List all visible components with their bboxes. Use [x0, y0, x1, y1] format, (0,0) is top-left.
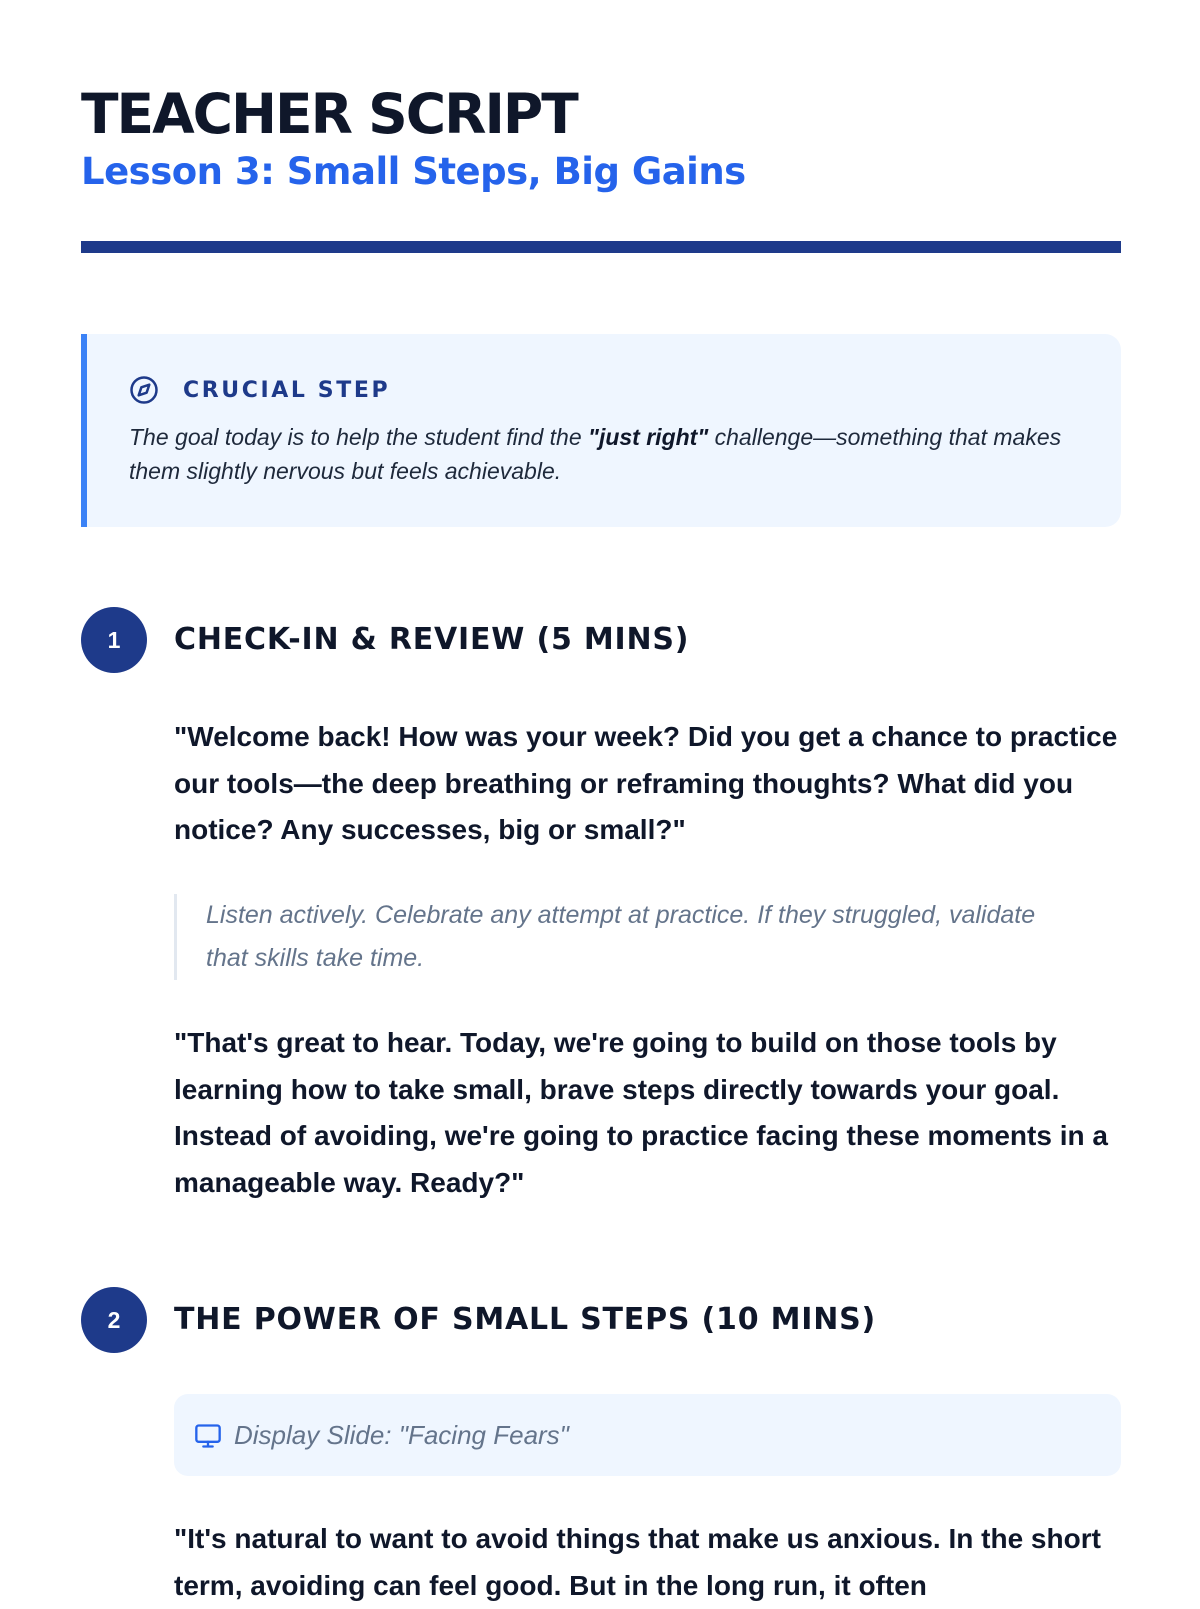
step-number-badge: 2	[81, 1287, 147, 1353]
slide-instruction-text: Display Slide: "Facing Fears"	[234, 1420, 569, 1450]
callout-emphasis: "just right"	[588, 424, 709, 450]
slide-instruction	[174, 1394, 1121, 1476]
teacher-script-text: "Welcome back! How was your week? Did you get a chance to practice our tools—the deep breathing or reframing thoughts? What did you notice? Any successes, big or small?"	[174, 721, 1118, 845]
compass-icon	[129, 375, 159, 405]
section-title: THE POWER OF SMALL STEPS (10 MINS)	[174, 1302, 877, 1337]
callout-text-part: The goal today is to help the student find the	[129, 424, 589, 450]
teacher-note: Listen actively. Celebrate any attempt at practice. If they struggled, validate that skills take time.	[174, 894, 1074, 980]
callout-text	[129, 420, 1089, 488]
header-divider	[81, 241, 1121, 253]
teacher-script-text: "It's natural to want to avoid things that make us anxious. In the short term, avoiding can feel good. But in the long run, it often	[174, 1523, 1101, 1601]
step-number-badge: 1	[81, 607, 147, 673]
callout-label: CRUCIAL STEP	[183, 378, 391, 403]
callout-text-part: challenge—something that makes them slightly nervous but feels achievable.	[129, 424, 1062, 484]
lesson-subtitle: Lesson 3: Small Steps, Big Gains	[81, 150, 746, 193]
teacher-script-text: "That's great to hear. Today, we're going to build on those tools by learning how to take small, brave steps directly towards your goal. Instead of avoiding, we're going to practice facing these moments in a manageable way. Ready?"	[174, 1027, 1108, 1198]
crucial-step-callout	[81, 334, 1121, 527]
section-title: CHECK-IN & REVIEW (5 MINS)	[174, 622, 690, 657]
monitor-icon	[194, 1422, 222, 1450]
page-title: TEACHER SCRIPT	[81, 82, 577, 146]
